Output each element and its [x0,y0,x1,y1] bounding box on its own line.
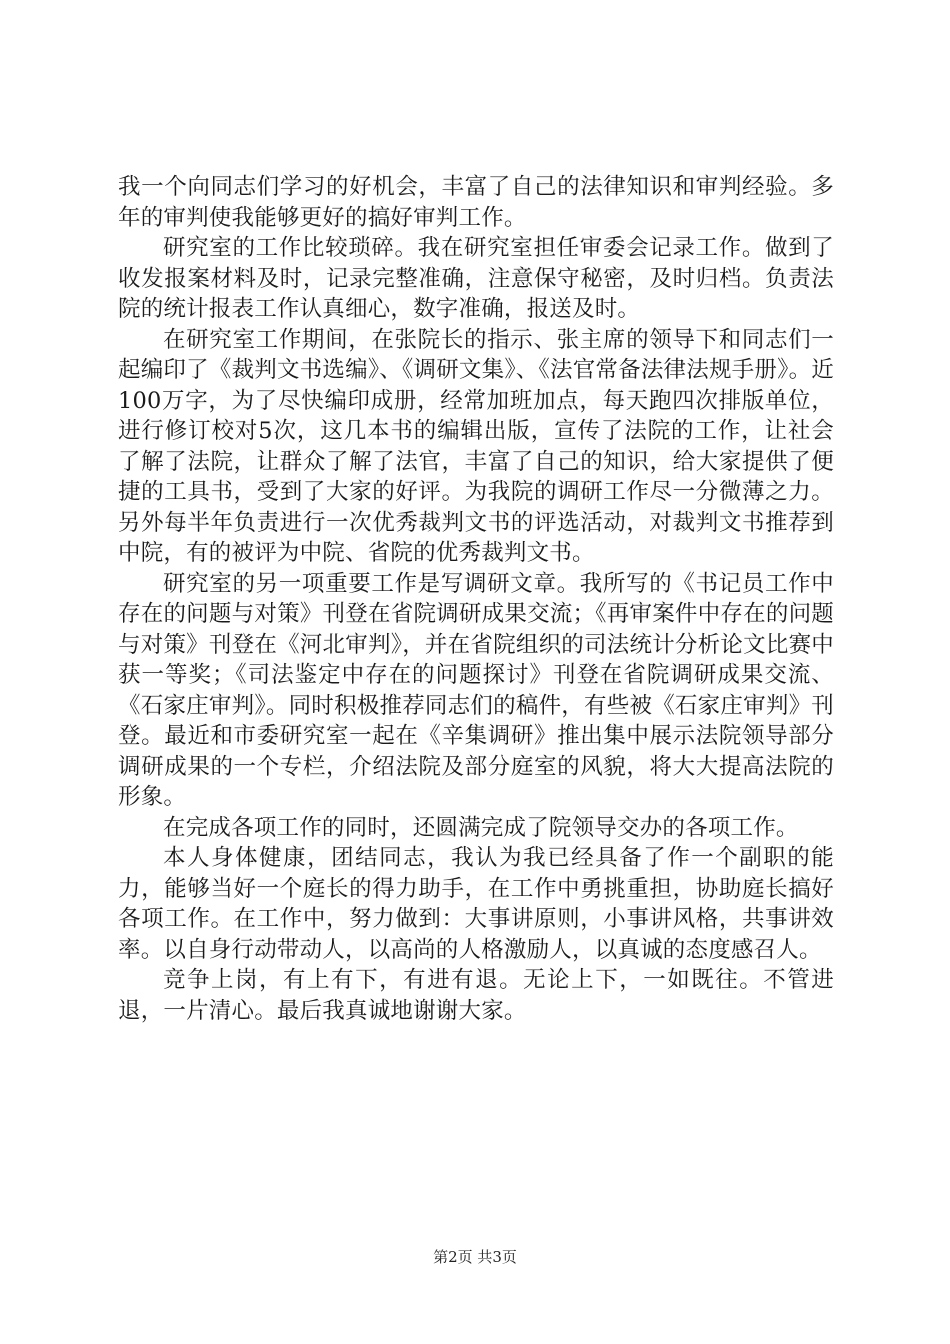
paragraph-research-articles: 研究室的另一项重要工作是写调研文章。我所写的《书记员工作中存在的问题与对策》刊登在省院调研成果交流；《再审案件中存在的问题与对策》刊登在《河北审判》，并在省院组织的司法统计分析论文比赛中获一等奖；《司法鉴定中存在的问题探讨》刊登在省院调研成果交流、《石家庄审判》。同时积极推荐同志们的稿件，有些被《石家庄审判》刊登。最近和市委研究室一起在《辛集调研》推出集中展示法院领导部分调研成果的一个专栏，介绍法院及部分庭室的风貌，将大大提高法院的形象。 [118,570,834,810]
paragraph-research-office-duties: 研究室的工作比较琐碎。我在研究室担任审委会记录工作。做到了收发报案材料及时，记录完整准确，注意保守秘密，及时归档。负责法院的统计报表工作认真细心，数字准确，报送及时。 [118,235,834,322]
paragraph-continuation: 我一个向同志们学习的好机会，丰富了自己的法律知识和审判经验。多年的审判使我能够更好的搞好审判工作。 [118,174,834,231]
paragraph-compilation-work: 在研究室工作期间，在张院长的指示、张主席的领导下和同志们一起编印了《裁判文书选编》、《调研文集》、《法官常备法律法规手册》。近100万字，为了尽快编印成册，经常加班加点，每天跑四次排版单位，进行修订校对5次，这几本书的编辑出版，宣传了法院的工作，让社会了解了法院，让群众了解了法官，丰富了自己的知识，给大家提供了便捷的工具书，受到了大家的好评。为我院的调研工作尽一分微薄之力。另外每半年负责进行一次优秀裁判文书的评选活动，对裁判文书推荐到中院，有的被评为中院、省院的优秀裁判文书。 [118,326,834,566]
paragraph-closing: 竞争上岗，有上有下，有进有退。无论上下，一如既往。不管进退，一片清心。最后我真诚地谢谢大家。 [118,967,834,1024]
paragraph-self-assessment: 本人身体健康，团结同志，我认为我已经具备了作一个副职的能力，能够当好一个庭长的得力助手，在工作中勇挑重担，协助庭长搞好各项工作。在工作中，努力做到：大事讲原则，小事讲风格，共事讲效率。以自身行动带动人，以高尚的人格激励人，以真诚的态度感召人。 [118,845,834,963]
page-number-footer: 第2页 共3页 [433,1248,517,1266]
document-body [118,172,834,1026]
paragraph-other-tasks: 在完成各项工作的同时，还圆满完成了院领导交办的各项工作。 [163,814,799,841]
